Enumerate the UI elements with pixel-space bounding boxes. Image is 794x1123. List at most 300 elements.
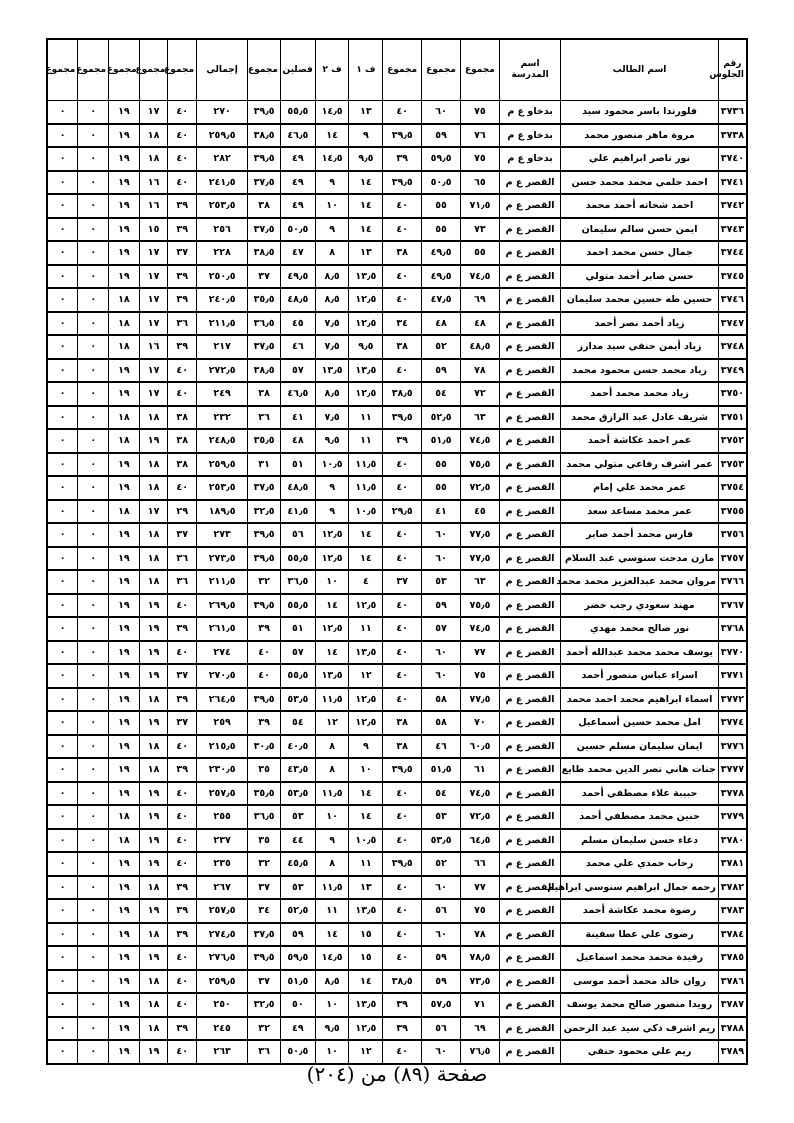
cell-total-9: ٠ bbox=[47, 359, 78, 383]
cell-student-name: احمد حلمي محمد محمد حسن bbox=[561, 171, 719, 195]
cell-total-5: ٣٧ bbox=[168, 711, 197, 735]
cell-total-8: ٠ bbox=[78, 735, 109, 759]
cell-student-name: فلورندا باسر محمود سيد bbox=[561, 101, 719, 124]
cell-total-1: ٧١٫٥ bbox=[461, 194, 500, 218]
cell-school-name: بدخاو ع م bbox=[499, 147, 560, 171]
cell-grand-total: ٢١٥٫٥ bbox=[197, 735, 248, 759]
cell-total-4: ٣٩٫٥ bbox=[248, 946, 281, 970]
cell-semesters: ٣٦٫٥ bbox=[280, 570, 315, 594]
cell-total-1: ٧٦٫٥ bbox=[461, 1040, 500, 1064]
cell-grand-total: ٢٥٩ bbox=[197, 711, 248, 735]
cell-total-6: ١٩ bbox=[139, 664, 168, 688]
cell-total-3: ٤٠ bbox=[383, 523, 422, 547]
table-row bbox=[47, 241, 747, 265]
cell-total-2: ٤٧٫٥ bbox=[422, 288, 461, 312]
cell-semesters: ٤٥٫٥ bbox=[280, 852, 315, 876]
cell-seat: ٣٧٧٧ bbox=[718, 758, 747, 782]
cell-term-1: ١٣٫٥ bbox=[349, 993, 383, 1017]
cell-semesters: ٥٢٫٥ bbox=[280, 899, 315, 923]
cell-total-7: ١٩ bbox=[109, 523, 140, 547]
cell-total-6: ١٨ bbox=[139, 876, 168, 900]
cell-total-8: ٠ bbox=[78, 171, 109, 195]
cell-total-2: ٥٣ bbox=[422, 805, 461, 829]
cell-school-name: القصر ع م bbox=[499, 194, 560, 218]
cell-school-name: القصر ع م bbox=[499, 218, 560, 242]
cell-total-5: ٤٠ bbox=[168, 993, 197, 1017]
cell-total-8: ٠ bbox=[78, 523, 109, 547]
cell-student-name: رضوة محمد عكاشة أحمد bbox=[561, 899, 719, 923]
cell-semesters: ٤١ bbox=[280, 406, 315, 430]
cell-seat: ٣٧٦٧ bbox=[718, 594, 747, 618]
table-row bbox=[47, 664, 747, 688]
cell-student-name: زياد أحمد نصر أحمد bbox=[561, 312, 719, 336]
cell-total-7: ١٩ bbox=[109, 171, 140, 195]
cell-seat: ٣٧٧١ bbox=[718, 664, 747, 688]
cell-term-1: ٩٫٥ bbox=[349, 147, 383, 171]
cell-school-name: القصر ع م bbox=[499, 876, 560, 900]
cell-total-3: ٤٠ bbox=[383, 946, 422, 970]
cell-total-8: ٠ bbox=[78, 406, 109, 430]
cell-total-9: ٠ bbox=[47, 218, 78, 242]
cell-term-1: ١٥ bbox=[349, 946, 383, 970]
cell-school-name: القصر ع م bbox=[499, 970, 560, 994]
cell-school-name: القصر ع م bbox=[499, 312, 560, 336]
cell-term-2: ١٠ bbox=[315, 570, 349, 594]
cell-total-4: ٣٩٫٥ bbox=[248, 147, 281, 171]
cell-semesters: ٤٨٫٥ bbox=[280, 288, 315, 312]
cell-term-2: ١٢٫٥ bbox=[315, 547, 349, 571]
cell-seat: ٣٧٥٣ bbox=[718, 453, 747, 477]
cell-total-1: ٦٦ bbox=[461, 852, 500, 876]
cell-total-3: ٣٩ bbox=[383, 993, 422, 1017]
cell-grand-total: ٢٦٧ bbox=[197, 876, 248, 900]
cell-total-5: ٤٠ bbox=[168, 359, 197, 383]
cell-total-5: ٣٩ bbox=[168, 265, 197, 289]
table-row bbox=[47, 124, 747, 148]
cell-semesters: ٥٥٫٥ bbox=[280, 101, 315, 124]
cell-total-1: ٤٥ bbox=[461, 500, 500, 524]
cell-student-name: زياد محمد حسن محمود محمد bbox=[561, 359, 719, 383]
cell-total-7: ١٩ bbox=[109, 899, 140, 923]
cell-term-2: ١٣٫٥ bbox=[315, 359, 349, 383]
cell-total-4: ٣٧٫٥ bbox=[248, 923, 281, 947]
cell-total-4: ٣٧ bbox=[248, 265, 281, 289]
cell-total-8: ٠ bbox=[78, 194, 109, 218]
cell-student-name: عمر اشرف رفاعي متولي محمد bbox=[561, 453, 719, 477]
cell-total-4: ٣٦ bbox=[248, 406, 281, 430]
cell-student-name: مروان محمد عبدالعزيز محمد محمد bbox=[561, 570, 719, 594]
cell-total-2: ٥٥ bbox=[422, 194, 461, 218]
cell-total-8: ٠ bbox=[78, 852, 109, 876]
cell-total-2: ٥٥ bbox=[422, 476, 461, 500]
cell-total-2: ٦٠ bbox=[422, 1040, 461, 1064]
cell-total-9: ٠ bbox=[47, 171, 78, 195]
cell-grand-total: ٢٥٧٫٥ bbox=[197, 899, 248, 923]
cell-school-name: القصر ع م bbox=[499, 523, 560, 547]
cell-school-name: القصر ع م bbox=[499, 594, 560, 618]
cell-seat: ٣٧٤٥ bbox=[718, 265, 747, 289]
cell-total-6: ١٧ bbox=[139, 241, 168, 265]
cell-semesters: ٥٤ bbox=[280, 711, 315, 735]
cell-student-name: احمد شحاته أحمد محمد bbox=[561, 194, 719, 218]
cell-grand-total: ٢٤١٫٥ bbox=[197, 171, 248, 195]
cell-total-2: ٥١٫٥ bbox=[422, 758, 461, 782]
grades-sheet bbox=[46, 38, 748, 1065]
cell-total-4: ٣٢ bbox=[248, 852, 281, 876]
table-body bbox=[47, 101, 747, 1064]
cell-total-5: ٣٧ bbox=[168, 241, 197, 265]
cell-seat: ٣٧٧٢ bbox=[718, 688, 747, 712]
cell-term-1: ١٣ bbox=[349, 876, 383, 900]
cell-total-2: ٥٩٫٥ bbox=[422, 147, 461, 171]
cell-school-name: القصر ع م bbox=[499, 406, 560, 430]
cell-total-3: ٣٩٫٥ bbox=[383, 171, 422, 195]
cell-total-5: ٤٠ bbox=[168, 805, 197, 829]
cell-term-1: ١٤ bbox=[349, 523, 383, 547]
cell-term-2: ١١٫٥ bbox=[315, 688, 349, 712]
cell-grand-total: ٢٧٦٫٥ bbox=[197, 946, 248, 970]
cell-total-6: ١٩ bbox=[139, 594, 168, 618]
cell-total-1: ٧٢ bbox=[461, 382, 500, 406]
cell-total-3: ٣٨ bbox=[383, 711, 422, 735]
cell-total-2: ٤٩٫٥ bbox=[422, 241, 461, 265]
cell-total-5: ٤٠ bbox=[168, 970, 197, 994]
cell-seat: ٣٧٦٦ bbox=[718, 570, 747, 594]
cell-total-2: ٥٣ bbox=[422, 570, 461, 594]
cell-total-7: ١٩ bbox=[109, 876, 140, 900]
cell-school-name: القصر ع م bbox=[499, 664, 560, 688]
cell-total-7: ١٩ bbox=[109, 946, 140, 970]
cell-semesters: ٥٩ bbox=[280, 923, 315, 947]
cell-total-4: ٣٢٫٥ bbox=[248, 993, 281, 1017]
cell-semesters: ٤٩٫٥ bbox=[280, 265, 315, 289]
cell-total-3: ٣٨٫٥ bbox=[383, 970, 422, 994]
table-row bbox=[47, 829, 747, 853]
cell-grand-total: ٢٥٥ bbox=[197, 805, 248, 829]
cell-total-8: ٠ bbox=[78, 970, 109, 994]
cell-total-4: ٣٩٫٥ bbox=[248, 688, 281, 712]
cell-school-name: القصر ع م bbox=[499, 171, 560, 195]
cell-total-9: ٠ bbox=[47, 617, 78, 641]
cell-total-8: ٠ bbox=[78, 923, 109, 947]
cell-total-2: ٦٠ bbox=[422, 923, 461, 947]
cell-total-4: ٣٦ bbox=[248, 1040, 281, 1064]
cell-term-1: ١٠٫٥ bbox=[349, 500, 383, 524]
cell-student-name: زياد محمد محمد أحمد bbox=[561, 382, 719, 406]
cell-seat: ٣٧٥٤ bbox=[718, 476, 747, 500]
cell-total-4: ٣٦٫٥ bbox=[248, 312, 281, 336]
table-row bbox=[47, 288, 747, 312]
cell-student-name: جمال حسن محمد احمد bbox=[561, 241, 719, 265]
cell-total-7: ١٩ bbox=[109, 1017, 140, 1041]
cell-total-9: ٠ bbox=[47, 453, 78, 477]
cell-total-5: ٣٩ bbox=[168, 1017, 197, 1041]
cell-total-8: ٠ bbox=[78, 758, 109, 782]
table-row bbox=[47, 101, 747, 124]
cell-term-2: ٩ bbox=[315, 171, 349, 195]
cell-student-name: رحمه جمال ابراهيم سنوسي ابراهيم bbox=[561, 876, 719, 900]
cell-total-3: ٣٩ bbox=[383, 147, 422, 171]
cell-total-4: ٣٨ bbox=[248, 194, 281, 218]
cell-total-5: ٣٩ bbox=[168, 335, 197, 359]
cell-total-7: ١٩ bbox=[109, 124, 140, 148]
cell-total-9: ٠ bbox=[47, 735, 78, 759]
cell-grand-total: ٢١١٫٥ bbox=[197, 312, 248, 336]
cell-total-7: ١٨ bbox=[109, 406, 140, 430]
cell-total-4: ٣٩٫٥ bbox=[248, 523, 281, 547]
cell-total-9: ٠ bbox=[47, 288, 78, 312]
cell-total-9: ٠ bbox=[47, 923, 78, 947]
cell-total-6: ١٨ bbox=[139, 547, 168, 571]
cell-total-2: ٥٨ bbox=[422, 711, 461, 735]
cell-total-1: ٧٨ bbox=[461, 359, 500, 383]
cell-grand-total: ٢٥٦ bbox=[197, 218, 248, 242]
cell-grand-total: ٢٥٣٫٥ bbox=[197, 194, 248, 218]
cell-total-5: ٤٠ bbox=[168, 382, 197, 406]
cell-grand-total: ٢١١٫٥ bbox=[197, 570, 248, 594]
cell-seat: ٣٧٨٢ bbox=[718, 876, 747, 900]
cell-total-2: ٥٤ bbox=[422, 782, 461, 806]
cell-total-1: ٧٠ bbox=[461, 711, 500, 735]
table-row bbox=[47, 1040, 747, 1064]
cell-term-2: ١٠ bbox=[315, 993, 349, 1017]
cell-seat: ٣٧٥٧ bbox=[718, 547, 747, 571]
cell-total-6: ١٨ bbox=[139, 124, 168, 148]
table-row bbox=[47, 641, 747, 665]
cell-total-7: ١٩ bbox=[109, 194, 140, 218]
cell-student-name: مروة ماهر منصور محمد bbox=[561, 124, 719, 148]
cell-total-3: ٤٠ bbox=[383, 688, 422, 712]
cell-total-1: ٧٢٫٥ bbox=[461, 476, 500, 500]
cell-seat: ٣٧٥٢ bbox=[718, 429, 747, 453]
cell-grand-total: ٢٣٢ bbox=[197, 406, 248, 430]
cell-total-7: ١٩ bbox=[109, 923, 140, 947]
cell-school-name: القصر ع م bbox=[499, 735, 560, 759]
cell-total-1: ٧٤٫٥ bbox=[461, 265, 500, 289]
cell-total-6: ١٩ bbox=[139, 711, 168, 735]
cell-term-1: ١٢٫٥ bbox=[349, 711, 383, 735]
table-row bbox=[47, 993, 747, 1017]
cell-term-2: ٧٫٥ bbox=[315, 406, 349, 430]
table-row bbox=[47, 594, 747, 618]
table-row bbox=[47, 923, 747, 947]
cell-seat: ٣٧٨٤ bbox=[718, 923, 747, 947]
cell-total-5: ٣٩ bbox=[168, 899, 197, 923]
cell-total-6: ١٩ bbox=[139, 805, 168, 829]
cell-seat: ٣٧٧٨ bbox=[718, 782, 747, 806]
cell-total-7: ١٩ bbox=[109, 641, 140, 665]
cell-total-8: ٠ bbox=[78, 782, 109, 806]
cell-total-5: ٣٩ bbox=[168, 876, 197, 900]
cell-total-7: ١٩ bbox=[109, 594, 140, 618]
cell-total-8: ٠ bbox=[78, 899, 109, 923]
cell-total-2: ٥٦ bbox=[422, 899, 461, 923]
header-grand-total: إجمالي bbox=[197, 39, 248, 101]
cell-semesters: ٤٨ bbox=[280, 429, 315, 453]
cell-seat: ٣٧٥٦ bbox=[718, 523, 747, 547]
cell-total-6: ١٩ bbox=[139, 852, 168, 876]
cell-grand-total: ٢٧٠ bbox=[197, 101, 248, 124]
cell-total-3: ٤٠ bbox=[383, 265, 422, 289]
cell-total-4: ٣٢ bbox=[248, 1017, 281, 1041]
cell-total-4: ٣٩٫٥ bbox=[248, 101, 281, 124]
cell-total-8: ٠ bbox=[78, 946, 109, 970]
cell-seat: ٣٧٨٩ bbox=[718, 1040, 747, 1064]
cell-total-1: ٦٣ bbox=[461, 570, 500, 594]
cell-total-7: ١٨ bbox=[109, 500, 140, 524]
cell-total-6: ١٩ bbox=[139, 946, 168, 970]
cell-total-2: ٦٠ bbox=[422, 876, 461, 900]
cell-total-1: ٧٣٫٥ bbox=[461, 970, 500, 994]
cell-seat: ٣٧٧٦ bbox=[718, 735, 747, 759]
cell-total-6: ١٨ bbox=[139, 570, 168, 594]
cell-total-6: ١٨ bbox=[139, 993, 168, 1017]
table-row bbox=[47, 899, 747, 923]
cell-total-8: ٠ bbox=[78, 429, 109, 453]
table-row bbox=[47, 805, 747, 829]
cell-semesters: ٤٩ bbox=[280, 1017, 315, 1041]
cell-total-4: ٣٥٫٥ bbox=[248, 782, 281, 806]
header-total-7: مجموع bbox=[109, 39, 140, 101]
cell-total-6: ١٨ bbox=[139, 147, 168, 171]
cell-total-1: ٦٠٫٥ bbox=[461, 735, 500, 759]
cell-term-2: ١٣٫٥ bbox=[315, 664, 349, 688]
cell-total-6: ١٨ bbox=[139, 406, 168, 430]
table-row bbox=[47, 876, 747, 900]
cell-total-5: ٤٠ bbox=[168, 171, 197, 195]
cell-total-4: ٣٢ bbox=[248, 570, 281, 594]
cell-total-1: ٧٥ bbox=[461, 101, 500, 124]
cell-total-5: ٣٦ bbox=[168, 547, 197, 571]
cell-total-1: ٧٤٫٥ bbox=[461, 782, 500, 806]
cell-total-8: ٠ bbox=[78, 547, 109, 571]
cell-seat: ٣٧٤٠ bbox=[718, 147, 747, 171]
cell-semesters: ٥٠٫٥ bbox=[280, 218, 315, 242]
cell-total-8: ٠ bbox=[78, 124, 109, 148]
cell-total-5: ٣٩ bbox=[168, 288, 197, 312]
cell-total-3: ٤٠ bbox=[383, 218, 422, 242]
cell-total-4: ٣٥ bbox=[248, 829, 281, 853]
table-row bbox=[47, 453, 747, 477]
table-row bbox=[47, 711, 747, 735]
cell-school-name: القصر ع م bbox=[499, 570, 560, 594]
header-total-3: مجموع bbox=[383, 39, 422, 101]
cell-school-name: القصر ع م bbox=[499, 617, 560, 641]
cell-total-5: ٤٠ bbox=[168, 829, 197, 853]
cell-seat: ٣٧٨٦ bbox=[718, 970, 747, 994]
table-row bbox=[47, 147, 747, 171]
cell-total-3: ٣٧ bbox=[383, 570, 422, 594]
cell-total-8: ٠ bbox=[78, 265, 109, 289]
cell-term-2: ١١ bbox=[315, 899, 349, 923]
cell-term-1: ١١ bbox=[349, 852, 383, 876]
cell-total-9: ٠ bbox=[47, 335, 78, 359]
cell-total-4: ٣٩ bbox=[248, 711, 281, 735]
cell-term-1: ١١٫٥ bbox=[349, 476, 383, 500]
cell-school-name: القصر ع م bbox=[499, 899, 560, 923]
cell-total-3: ٤٠ bbox=[383, 476, 422, 500]
header-total-1: مجموع bbox=[461, 39, 500, 101]
cell-total-8: ٠ bbox=[78, 711, 109, 735]
header-school: اسم المدرسة bbox=[499, 39, 560, 101]
cell-total-6: ١٩ bbox=[139, 1040, 168, 1064]
cell-grand-total: ٢٥٩٫٥ bbox=[197, 124, 248, 148]
cell-grand-total: ١٨٩٫٥ bbox=[197, 500, 248, 524]
cell-grand-total: ٢٣٥ bbox=[197, 852, 248, 876]
cell-total-9: ٠ bbox=[47, 664, 78, 688]
table-row bbox=[47, 218, 747, 242]
cell-total-9: ٠ bbox=[47, 852, 78, 876]
table-row bbox=[47, 782, 747, 806]
cell-student-name: زياد أيمن حنفي سيد مدارز bbox=[561, 335, 719, 359]
cell-semesters: ٥٩٫٥ bbox=[280, 946, 315, 970]
cell-student-name: ايمن حسن سالم سليمان bbox=[561, 218, 719, 242]
cell-grand-total: ٢١٧ bbox=[197, 335, 248, 359]
cell-total-1: ٧٧٫٥ bbox=[461, 547, 500, 571]
cell-total-3: ٤٠ bbox=[383, 923, 422, 947]
cell-total-3: ٤٠ bbox=[383, 101, 422, 124]
cell-total-8: ٠ bbox=[78, 829, 109, 853]
cell-school-name: القصر ع م bbox=[499, 429, 560, 453]
cell-total-9: ٠ bbox=[47, 429, 78, 453]
cell-term-1: ١٤ bbox=[349, 805, 383, 829]
cell-term-2: ١٢٫٥ bbox=[315, 617, 349, 641]
cell-total-9: ٠ bbox=[47, 829, 78, 853]
cell-total-2: ٥٨ bbox=[422, 688, 461, 712]
cell-grand-total: ٢٣٠٫٥ bbox=[197, 758, 248, 782]
cell-seat: ٣٧٤٣ bbox=[718, 218, 747, 242]
cell-total-2: ٤٨ bbox=[422, 312, 461, 336]
cell-grand-total: ٢٥٧٫٥ bbox=[197, 782, 248, 806]
cell-term-1: ١٤ bbox=[349, 171, 383, 195]
cell-student-name: دعاء حسن سليمان مسلم bbox=[561, 829, 719, 853]
cell-term-1: ١٢٫٥ bbox=[349, 594, 383, 618]
cell-total-3: ٣٩٫٥ bbox=[383, 124, 422, 148]
cell-total-4: ٣٠٫٥ bbox=[248, 735, 281, 759]
header-total-9: مجموع bbox=[47, 39, 78, 101]
cell-total-3: ٤٠ bbox=[383, 664, 422, 688]
cell-total-6: ١٧ bbox=[139, 265, 168, 289]
table-row bbox=[47, 758, 747, 782]
cell-total-5: ٣٩ bbox=[168, 218, 197, 242]
cell-total-5: ٣٨ bbox=[168, 429, 197, 453]
cell-term-1: ١٣٫٥ bbox=[349, 359, 383, 383]
cell-school-name: القصر ع م bbox=[499, 688, 560, 712]
cell-term-2: ١٢٫٥ bbox=[315, 523, 349, 547]
cell-total-7: ١٩ bbox=[109, 735, 140, 759]
cell-total-8: ٠ bbox=[78, 641, 109, 665]
table-row bbox=[47, 852, 747, 876]
cell-grand-total: ٢٤٨٫٥ bbox=[197, 429, 248, 453]
cell-school-name: القصر ع م bbox=[499, 265, 560, 289]
cell-total-8: ٠ bbox=[78, 359, 109, 383]
cell-semesters: ٥٧ bbox=[280, 641, 315, 665]
cell-total-6: ١٦ bbox=[139, 194, 168, 218]
cell-grand-total: ٢٥٩٫٥ bbox=[197, 453, 248, 477]
cell-school-name: القصر ع م bbox=[499, 241, 560, 265]
cell-total-4: ٣٨ bbox=[248, 382, 281, 406]
cell-seat: ٣٧٨٨ bbox=[718, 1017, 747, 1041]
cell-total-5: ٣٧ bbox=[168, 523, 197, 547]
cell-total-8: ٠ bbox=[78, 664, 109, 688]
cell-total-9: ٠ bbox=[47, 382, 78, 406]
cell-total-9: ٠ bbox=[47, 406, 78, 430]
cell-term-2: ٨٫٥ bbox=[315, 970, 349, 994]
cell-seat: ٣٧٧٤ bbox=[718, 711, 747, 735]
cell-seat: ٣٧٤٨ bbox=[718, 335, 747, 359]
cell-term-2: ٩ bbox=[315, 218, 349, 242]
cell-term-1: ٩ bbox=[349, 124, 383, 148]
